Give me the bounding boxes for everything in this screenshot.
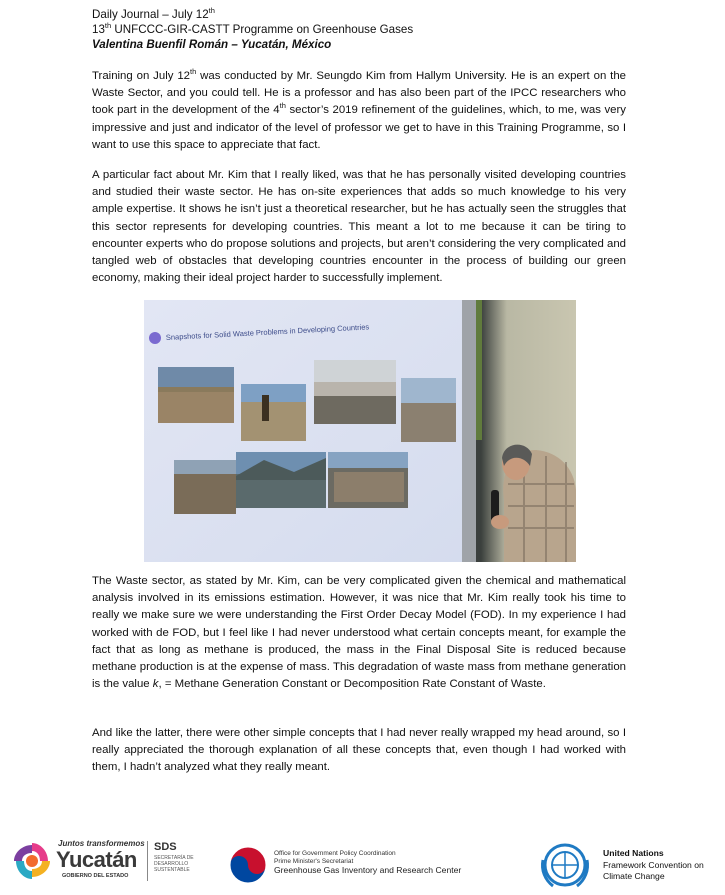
- journal-header: [92, 7, 413, 53]
- korea-line-3: Greenhouse Gas Inventory and Research Center: [274, 865, 462, 875]
- korea-emblem-icon: [228, 845, 268, 885]
- logo-divider: [147, 841, 148, 881]
- paragraph-4: And like the latter, there were other simple concepts that I had never really wrapped my head around, so I really appreciated the thorough explanation of all these concepts that, even though I had worked with them, I hadn’t analyzed what they really meant.: [92, 727, 626, 774]
- footer-logos: [0, 835, 725, 895]
- yucatan-logo-icon: [10, 839, 54, 883]
- paragraph-3: The Waste sector, as stated by Mr. Kim, can be very complicated given the chemical and mathematical analysis involved in its emissions estimation. However, it was nice that Mr. Kim really took his time to really we make sure we were understanding the First Order Decay Model (FOD). In my experience I had worked with de FOD, but I feel like I had never understood what certain concepts meant, for example the fact that as long as methane is produced, the mass in the Final Disposal Site is reduced because methane production is at the expense of mass. This degradation of waste mass from methane generation is the value k, = Methane Generation Constant or Decomposition Rate Constant of Waste.: [92, 575, 626, 691]
- header-programme: 13th UNFCCC-GIR-CASTT Programme on Greenhouse Gases: [92, 21, 414, 37]
- slide-title: Snapshots for Solid Waste Problems in Developing Countries: [165, 322, 370, 342]
- yucatan-name: Yucatán: [56, 847, 137, 872]
- sds-abbr: SDS: [154, 841, 177, 853]
- lecture-photo-illustration: [144, 300, 576, 562]
- paragraph-1: Training on July 12th was conducted by Mr. Seungdo Kim from Hallym University. He is an expert on the Waste Sector, and you could tell. He is a professor and has also been part of the IPCC researchers who took part in the development of the 4th sector’s 2019 refinement of the guidelines, which, to me, was very impressive and just and indicator of the level of professor we get to have in this Training Programme, so I want to use this space to appreciate that fact.: [92, 67, 627, 151]
- sds-full: SECRETARÍA DE DESARROLLO SUSTENTABLE: [154, 855, 194, 873]
- yucatan-gobierno: GOBIERNO DEL ESTADO: [62, 873, 129, 879]
- korea-office-text: [274, 850, 461, 874]
- paragraph-2: A particular fact about Mr. Kim that I really liked, was that he has personally visited developing countries and studied their waste sector. He has on-site experiences that adds so much knowledge to his very ample expertise. It shows he isn’t just a theoretical researcher, but he has actually seen the struggles that this sector represents for developing countries. This meant a lot to me because it can be tiring to encounter experts who do propose solutions and projects, but aren’t considering the very complicated and tangled web of obstacles that developing countries encounter in the process of building our green economy, making their ideal project harder to successfully implement.: [92, 169, 626, 285]
- yucatan-slogan: Juntos transformemos: [58, 839, 145, 848]
- un-title: United Nations: [603, 848, 664, 858]
- header-author: Valentina Buenfil Román – Yucatán, México: [92, 38, 332, 52]
- korea-line-1: Office for Government Policy Coordination: [274, 850, 396, 857]
- header-date: Daily Journal – July 12th: [92, 6, 215, 21]
- unfccc-emblem-icon: [537, 840, 593, 890]
- lecture-photo: [144, 300, 576, 562]
- un-subtitle: Framework Convention on Climate Change: [603, 860, 704, 881]
- korea-line-2: Prime Minister's Secretariat: [274, 858, 354, 865]
